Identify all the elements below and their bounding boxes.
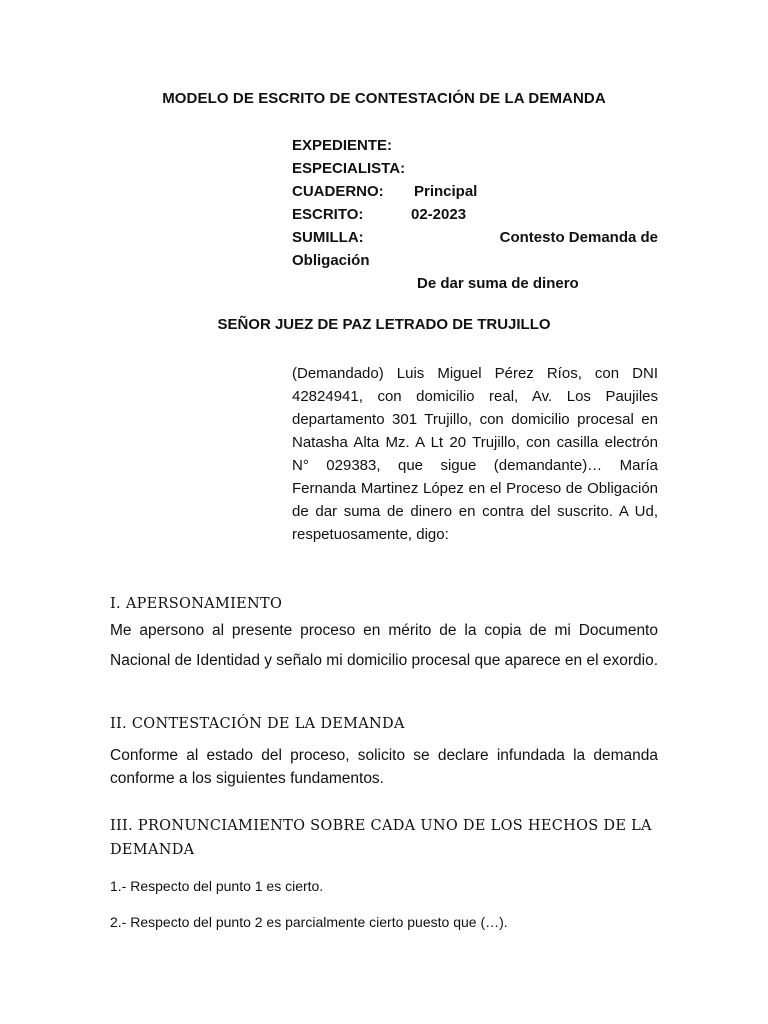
escrito-value: 02-2023 — [411, 206, 467, 223]
cuaderno-value: Principal — [414, 183, 478, 200]
list-item: 2.- Respecto del punto 2 es parcialmente cierto puesto que (…). — [110, 914, 508, 930]
section-contestacion — [110, 712, 658, 790]
sumilla-value-line3: De dar suma de dinero — [417, 275, 579, 292]
section-apersonamiento — [110, 592, 658, 676]
expediente-label: EXPEDIENTE: — [292, 137, 393, 154]
expediente-row — [292, 134, 658, 157]
escrito-row — [292, 203, 658, 226]
section-heading: III. PRONUNCIAMIENTO SOBRE CADA UNO DE LOS HECHOS DE LA DEMANDA — [110, 818, 652, 858]
especialista-label: ESPECIALISTA: — [292, 160, 406, 177]
sumilla-value-line1: Contesto Demanda de — [499, 229, 658, 246]
cuaderno-row — [292, 180, 658, 203]
section-pronunciamiento — [110, 814, 658, 932]
sumilla-label: SUMILLA: — [292, 229, 364, 246]
intro-paragraph: (Demandado) Luis Miguel Pérez Ríos, con DNI 42824941, con domicilio real, Av. Los Paujiles departamento 301 Trujillo, con domicilio procesal en Natasha Alta Mz. A Lt 20 Trujillo, con casilla electrón N° 029383, que sigue (demandante)… María Fernanda Martinez López en el Proceso de Obligación de dar suma de dinero en contra del suscrito. A Ud, respetuosamente, digo: — [292, 365, 658, 543]
case-header — [292, 134, 658, 295]
document-title: MODELO DE ESCRITO DE CONTESTACIÓN DE LA DEMANDA — [162, 90, 606, 107]
section-body: Conforme al estado del proceso, solicito se declare infundada la demanda conforme a los siguientes fundamentos. — [110, 747, 658, 787]
list-item: 1.- Respecto del punto 1 es cierto. — [110, 878, 324, 894]
section-heading: II. CONTESTACIÓN DE LA DEMANDA — [110, 716, 405, 732]
especialista-row — [292, 157, 658, 180]
cuaderno-label: CUADERNO: — [292, 183, 384, 200]
addressee: SEÑOR JUEZ DE PAZ LETRADO DE TRUJILLO — [217, 316, 551, 333]
sumilla-value-line2: Obligación — [292, 252, 370, 269]
sumilla-row — [292, 226, 658, 249]
section-body: Me apersono al presente proceso en mérito de la copia de mi Documento Nacional de Identidad y señalo mi domicilio procesal que aparece en el exordio. — [110, 622, 658, 669]
escrito-label: ESCRITO: — [292, 206, 364, 223]
section-heading: I. APERSONAMIENTO — [110, 596, 283, 612]
